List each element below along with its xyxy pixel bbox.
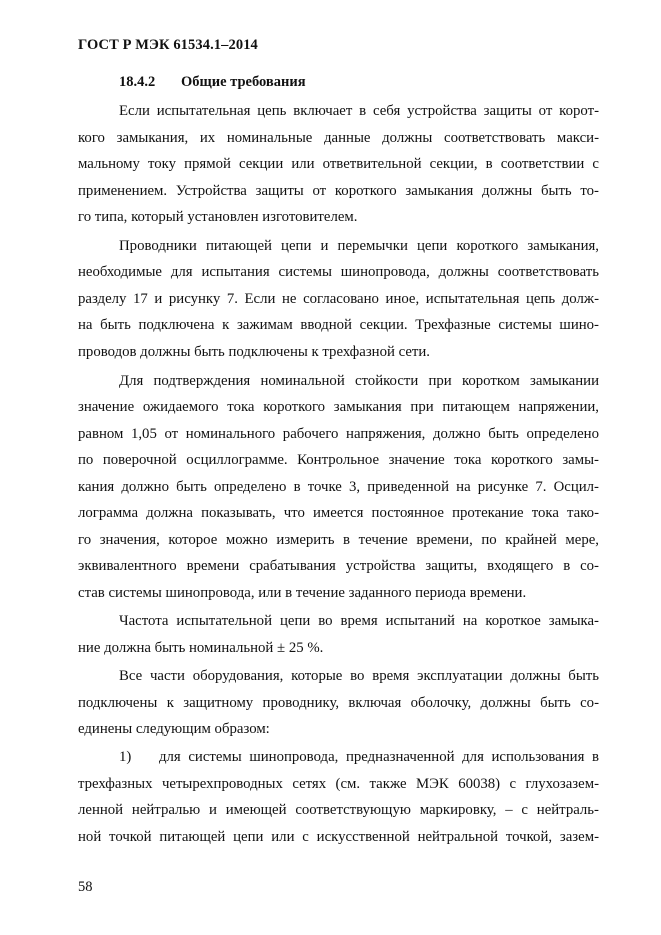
paragraph-line: Если испытательная цепь включает в себя устройства защиты от корот- bbox=[119, 103, 599, 119]
paragraph-line: мальному току прямой секции или ответвительной секции, в соответствии с bbox=[78, 156, 599, 172]
list-item bbox=[119, 747, 599, 767]
paragraph-line: применением. Устройства защиты от короткого замыкания должны быть то- bbox=[78, 183, 599, 199]
paragraph-line: Частота испытательной цепи во время испытаний на короткое замыка- bbox=[119, 613, 599, 629]
list-item-marker: 1) bbox=[119, 749, 132, 765]
paragraph-line: кого замыкания, их номинальные данные должны соответствовать макси- bbox=[78, 130, 599, 146]
paragraph-line: лограмма должна показывать, что имеется постоянное протекание тока тако- bbox=[78, 505, 599, 521]
paragraph-line: ние должна быть номинальной ± 25 %. bbox=[78, 640, 324, 656]
paragraph-line: ленной нейтралью и имеющей соответствующую маркировку, – с нейтраль- bbox=[78, 802, 599, 818]
paragraph-line: го значения, которое можно измерить в течение времени, по крайней мере, bbox=[78, 532, 599, 548]
paragraph-line: проводов должны быть подключены к трехфазной сети. bbox=[78, 344, 430, 360]
paragraph-line: подключены к защитному проводнику, включая оболочку, должны быть со- bbox=[78, 695, 599, 711]
section-heading bbox=[119, 74, 306, 91]
paragraph-line: кания должно быть определено в точке 3, приведенной на рисунке 7. Осцил- bbox=[78, 479, 599, 495]
paragraph-line: го типа, который установлен изготовителем. bbox=[78, 209, 358, 225]
paragraph-line: на быть подключена к зажимам вводной секции. Трехфазные системы шино- bbox=[78, 317, 599, 333]
paragraph-line: разделу 17 и рисунку 7. Если не согласовано иное, испытательная цепь долж- bbox=[78, 291, 599, 307]
paragraph-line: Проводники питающей цепи и перемычки цепи короткого замыкания, bbox=[119, 238, 599, 254]
paragraph-line: трехфазных четырехпроводных сетях (см. также МЭК 60038) с глухозазем- bbox=[78, 776, 599, 792]
paragraph-line: значение ожидаемого тока короткого замыкания при питающем напряжении, bbox=[78, 399, 599, 415]
paragraph-line: ной точкой питающей цепи или с искусственной нейтральной точкой, зазем- bbox=[78, 829, 599, 845]
paragraph-line: Для подтверждения номинальной стойкости при коротком замыкании bbox=[119, 373, 599, 389]
paragraph-line: по поверочной осциллограмме. Контрольное значение тока короткого замы- bbox=[78, 452, 599, 468]
paragraph-line: равном 1,05 от номинального рабочего напряжения, должно быть определено bbox=[78, 426, 599, 442]
section-title: Общие требования bbox=[181, 74, 306, 90]
page-number: 58 bbox=[78, 879, 93, 895]
section-number: 18.4.2 bbox=[119, 74, 156, 90]
paragraph-line: единены следующим образом: bbox=[78, 721, 270, 737]
standard-header: ГОСТ Р МЭК 61534.1–2014 bbox=[78, 37, 258, 53]
list-item-text: для системы шинопровода, предназначенной для использования в bbox=[159, 749, 599, 765]
paragraph-line: Все части оборудования, которые во время эксплуатации должны быть bbox=[119, 668, 599, 684]
paragraph-line: став системы шинопровода, или в течение заданного периода времени. bbox=[78, 585, 527, 601]
paragraph-line: необходимые для испытания системы шинопровода, должны соответствовать bbox=[78, 264, 599, 280]
paragraph-line: эквивалентного времени срабатывания устройства защиты, входящего в со- bbox=[78, 558, 599, 574]
